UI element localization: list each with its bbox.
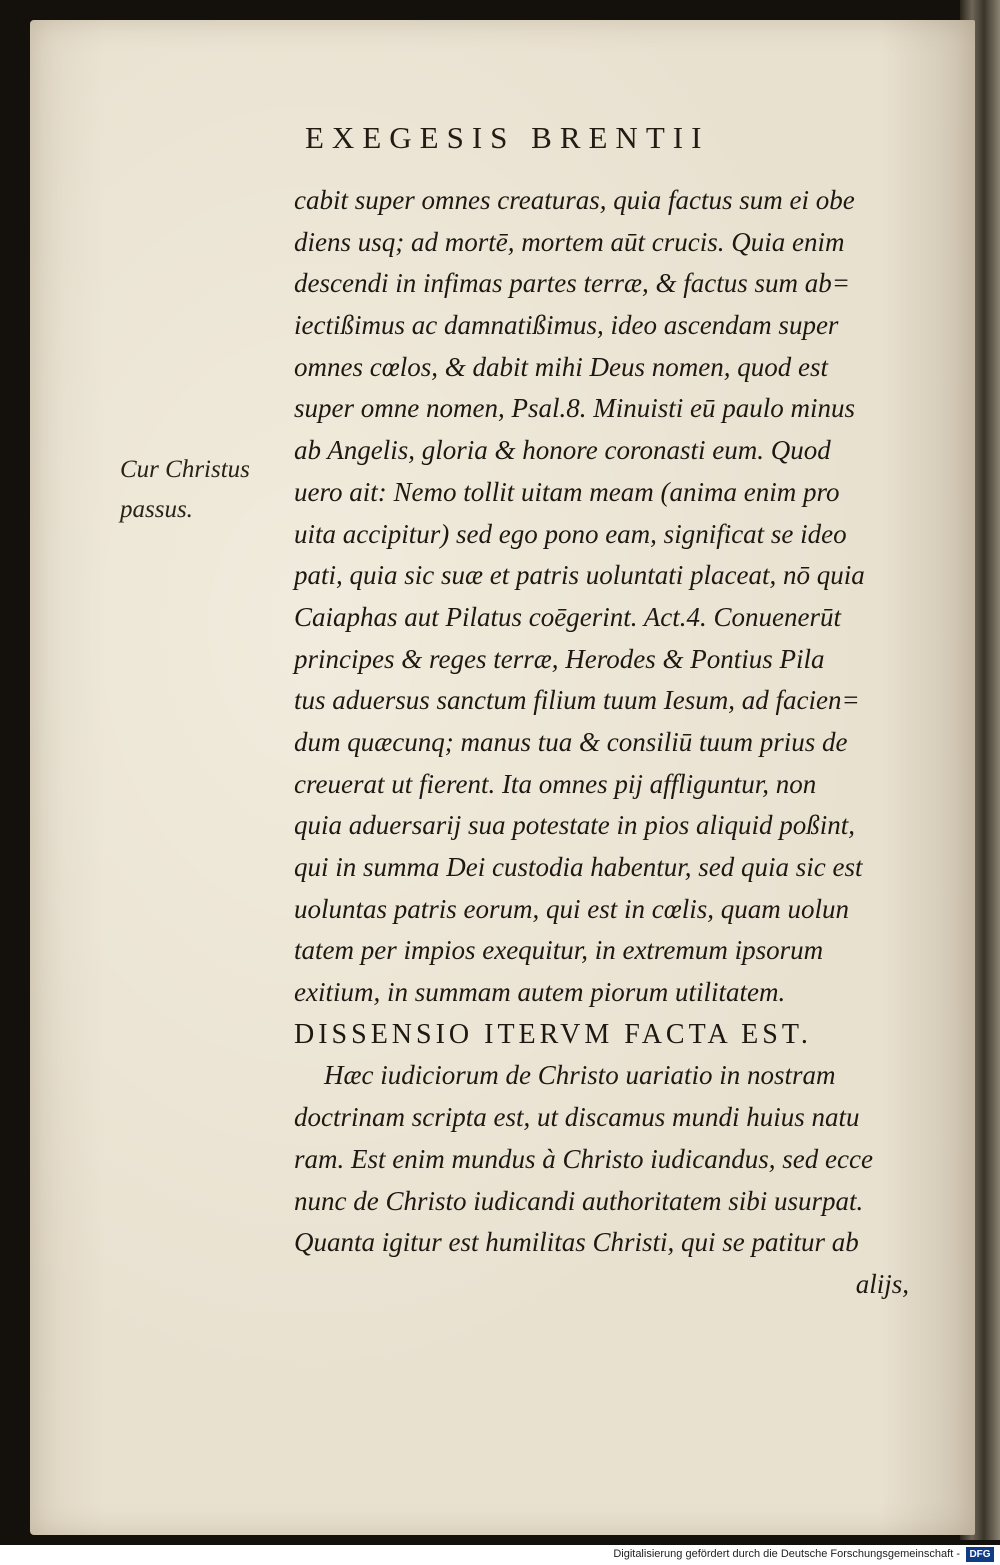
margin-note [120, 450, 290, 530]
footer-bar [0, 1545, 1000, 1565]
text-line: uero ait: Nemo tollit uitam meam (anima enim pro [294, 476, 840, 507]
margin-note-line: Cur Christus [120, 456, 250, 483]
running-head: EXEGESIS BRENTII [305, 120, 710, 155]
text-line: ab Angelis, gloria & honore coronasti eum. Quod [294, 435, 831, 466]
text-line: exitium, in summam autem piorum utilitatem. [294, 977, 786, 1008]
text-line: tus aduersus sanctum filium tuum Iesum, ad facien= [294, 685, 860, 716]
text-line: cabit super omnes creaturas, quia factus sum ei obe [294, 185, 855, 215]
text-line: omnes cœlos, & dabit mihi Deus nomen, quod est [294, 351, 828, 382]
text-line: doctrinam scripta est, ut discamus mundi huius natu [294, 1102, 860, 1133]
text-line: tatem per impios exequitur, in extremum ipsorum [294, 935, 824, 966]
text-line: Quanta igitur est humilitas Christi, qui se patitur ab [294, 1227, 859, 1258]
text-line: ram. Est enim mundus à Christo iudicandus, sed ecce [294, 1143, 873, 1174]
text-line: Caiaphas aut Pilatus coēgerint. Act.4. Conuenerūt [294, 601, 841, 632]
funding-credit: Digitalisierung gefördert durch die Deutsche Forschungsgemeinschaft - [613, 1548, 960, 1560]
text-line: super omne nomen, Psal.8. Minuisti eū paulo minus [294, 393, 855, 424]
text-line: principes & reges terræ, Herodes & Pontius Pila [294, 643, 825, 674]
text-line: qui in summa Dei custodia habentur, sed quia sic est [294, 852, 863, 882]
text-line: uita accipitur) sed ego pono eam, significat se ideo [294, 518, 847, 549]
text-line: nunc de Christo iudicandi authoritatem sibi usurpat. [294, 1185, 864, 1216]
text-line: uoluntas patris eorum, qui est in cœlis, quam uolun [294, 893, 850, 924]
text-line: dum quæcunq; manus tua & consiliū tuum prius de [294, 726, 848, 757]
body-text [294, 180, 929, 1306]
dfg-logo: DFG [966, 1547, 994, 1562]
text-line: diens usq; ad mortē, mortem aūt crucis. Quia enim [294, 226, 845, 257]
text-line: creuerat ut fierent. Ita omnes pij affliguntur, non [294, 768, 817, 799]
section-heading: DISSENSIO ITERVM FACTA EST. [294, 1018, 812, 1050]
catchword: alijs, [855, 1268, 909, 1299]
text-line: Hæc iudiciorum de Christo uariatio in nostram [324, 1060, 836, 1091]
text-line: descendi in infimas partes terræ, & factus sum ab= [294, 268, 850, 299]
text-line: quia aduersarij sua potestate in pios aliquid poßint, [294, 810, 856, 841]
text-line: pati, quia sic suæ et patris uoluntati placeat, nō quia [294, 560, 865, 591]
text-line: iectißimus ac damnatißimus, ideo ascendam super [294, 310, 839, 341]
margin-note-line: passus. [120, 496, 193, 523]
